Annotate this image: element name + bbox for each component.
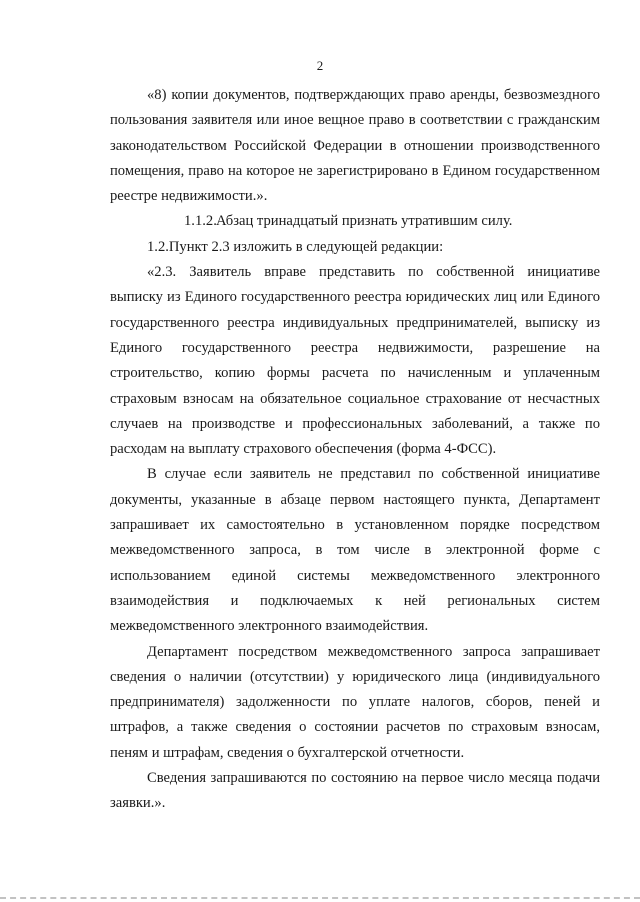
page-number: 2 <box>316 58 324 73</box>
clause-number: 1.1.2. <box>184 213 217 230</box>
paragraph-clause-2-3: «2.3. Заявитель вправе представить по собственной инициативе выписку из Единого государственного реестра юридических лиц или Единого государственного реестра индивидуальных предпринимателей, выписку из Единого государственного реестра недвижимости, разрешение на строительство, копию формы расчета по начисленным и уплаченным страховым взносам на обязательное социальное страхование от несчастных случаев на производстве и профессиональных заболеваний, а также по расходам на выплату страхового обеспечения (форма 4-ФСС). <box>110 264 600 458</box>
paragraph-item-8: «8) копии документов, подтверждающих право аренды, безвозмездного пользования заявителя или иное вещное право в соответствии с гражданским законодательством Российской Федерации в отношении производственного помещения, право на которое не зарегистрировано в Едином государственном реестре недвижимости.». <box>110 87 600 205</box>
paragraph-clause-1-2: 1.2.Пункт 2.3 изложить в следующей редакции: <box>147 238 444 255</box>
document-body <box>110 83 600 817</box>
paragraph-tax-debt-request: Департамент посредством межведомственного запроса запрашивает сведения о наличии (отсутствии) у юридического лица (индивидуального предпринимателя) задолженности по уплате налогов, сборов, пеней и штрафов, а также сведения о состоянии расчетов по страховым взносам, пеням и штрафам, сведения о бухгалтерской отчетности. <box>110 643 600 761</box>
paragraph-clause-1-1-2 <box>110 209 600 234</box>
paragraph-interagency-request: В случае если заявитель не представил по собственной инициативе документы, указанные в абзаце первом настоящего пункта, Департамент запрашивает их самостоятельно в установленном порядке посредством межведомственного запроса, в том числе в электронной форме с использованием единой системы межведомственного электронного взаимодействия и подключаемых к ней региональных систем межведомственного электронного взаимодействия. <box>110 466 600 635</box>
clause-text: Абзац тринадцатый признать утратившим силу. <box>216 213 513 230</box>
paragraph-date-of-info: Сведения запрашиваются по состоянию на первое число месяца подачи заявки.». <box>110 770 600 812</box>
scan-edge-line <box>0 897 640 899</box>
